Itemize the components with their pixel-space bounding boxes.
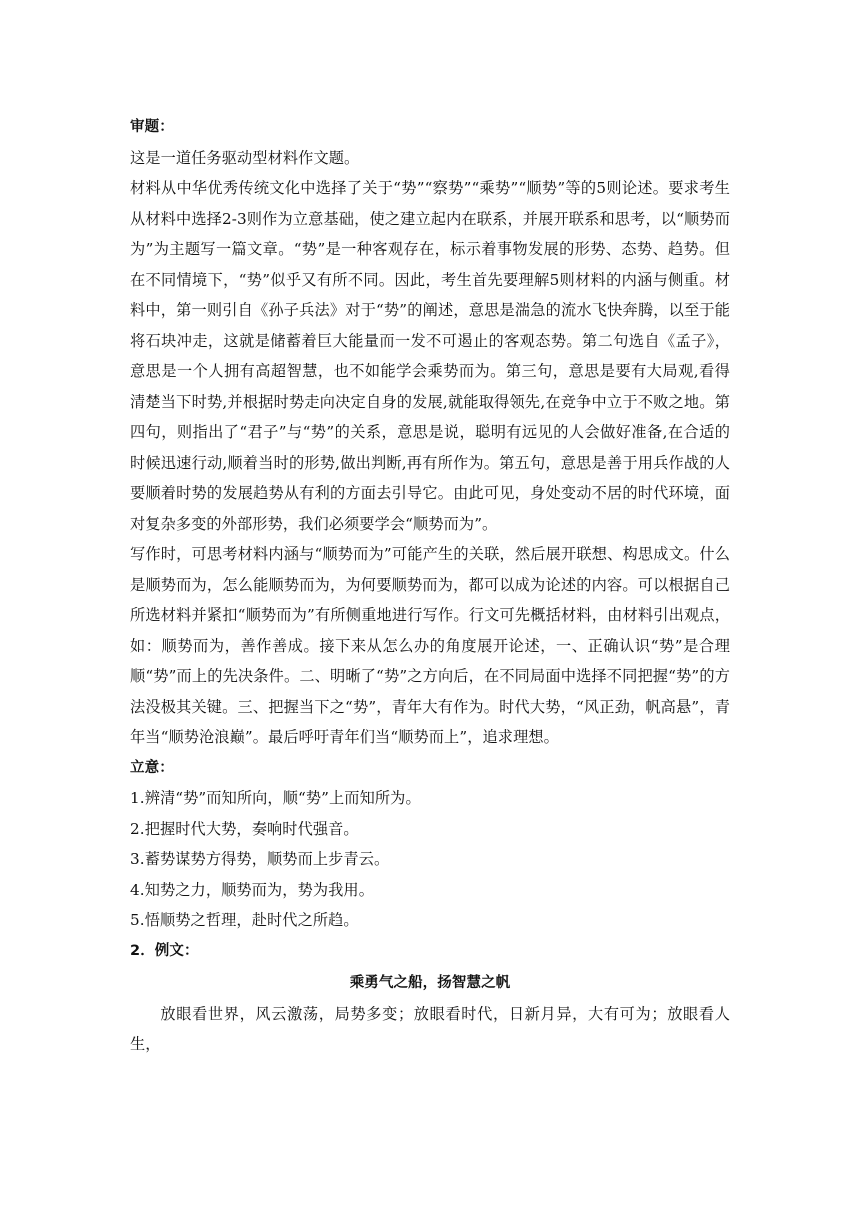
theme-heading: 立意： — [130, 759, 174, 776]
essay-title: 乘勇气之船，扬智慧之帆 — [349, 975, 511, 991]
analysis-intro: 这是一道任务驱动型材料作文题。 — [130, 148, 360, 167]
theme-item-3: 3.蓄势谋势方得势，顺势而上步青云。 — [130, 850, 390, 868]
theme-item-5: 5.悟顺势之哲理，赴时代之所趋。 — [130, 911, 359, 929]
analysis-heading: 审题： — [130, 119, 174, 135]
theme-item-1: 1.辨清“势”而知所向，顺“势”上而知所为。 — [130, 789, 421, 807]
essay-heading: 2．例文： — [130, 942, 199, 959]
analysis-paragraph-1: 材料从中华优秀传统文化中选择了关于“势”“察势”“乘势”“顺势”等的5则论述。要求考生从材料中选择2-3则作为立意基础，使之建立起内在联系，并展开联系和思考，以“顺势而为”为主题写一篇文章。“势”是一种客观存在，标示着事物发展的形势、态势、趋势。但在不同情境下，“势”似乎又有所不同。因此，考生首先要理解5则材料的内涵与侧重。材料中，第一则引自《孙子兵法》对于“势”的阐述，意思是湍急的流水飞快奔腾，以至于能将石块冲走，这就是储蓄着巨大能量而一发不可遏止的客观态势。第二句选自《孟子》，意思是一个人拥有高超智慧，也不如能学会乘势而为。第三句，意思是要有大局观,看得清楚当下时势,并根据时势走向决定自身的发展,就能取得领先,在竞争中立于不败之地。第四句，则指出了“君子”与“势”的关系，意思是说，聪明有远见的人会做好准备,在合适的时候迅速行动,顺着当时的形势,做出判断,再有所作为。第五句，意思是善于用兵作战的人要顺着时势的发展趋势从有利的方面去引导它。由此可见，身处变动不居的时代环境，面对复杂多变的外部形势，我们必须要学会“顺势而为”。 — [130, 179, 730, 533]
document-page — [130, 112, 730, 1060]
theme-item-4: 4.知势之力，顺势而为，势为我用。 — [130, 880, 375, 899]
theme-item-2: 2.把握时代大势，奏响时代强音。 — [130, 819, 359, 838]
analysis-paragraph-2: 写作时，可思考材料内涵与“顺势而为”可能产生的关联，然后展开联想、构思成文。什么是顺势而为，怎么能顺势而为，为何要顺势而为，都可以成为论述的内容。可以根据自己所选材料并紧扣“顺势而为”有所侧重地进行写作。行文可先概括材料，由材料引出观点，如：顺势而为，善作善成。接下来从怎么办的角度展开论述，一、正确认识“势”是合理顺“势”而上的先决条件。二、明晰了“势”之方向后，在不同局面中选择不同把握“势”的方法没极其关键。三、把握当下之“势”，青年大有作为。时代大势，“风正劲，帆高悬”，青年当“顺势沧浪巅”。最后呼吁青年们当“顺势而上”，追求理想。 — [130, 545, 730, 746]
essay-first-line: 放眼看世界，风云激荡，局势多变；放眼看时代，日新月异，大有可为；放眼看人生， — [130, 1004, 730, 1053]
